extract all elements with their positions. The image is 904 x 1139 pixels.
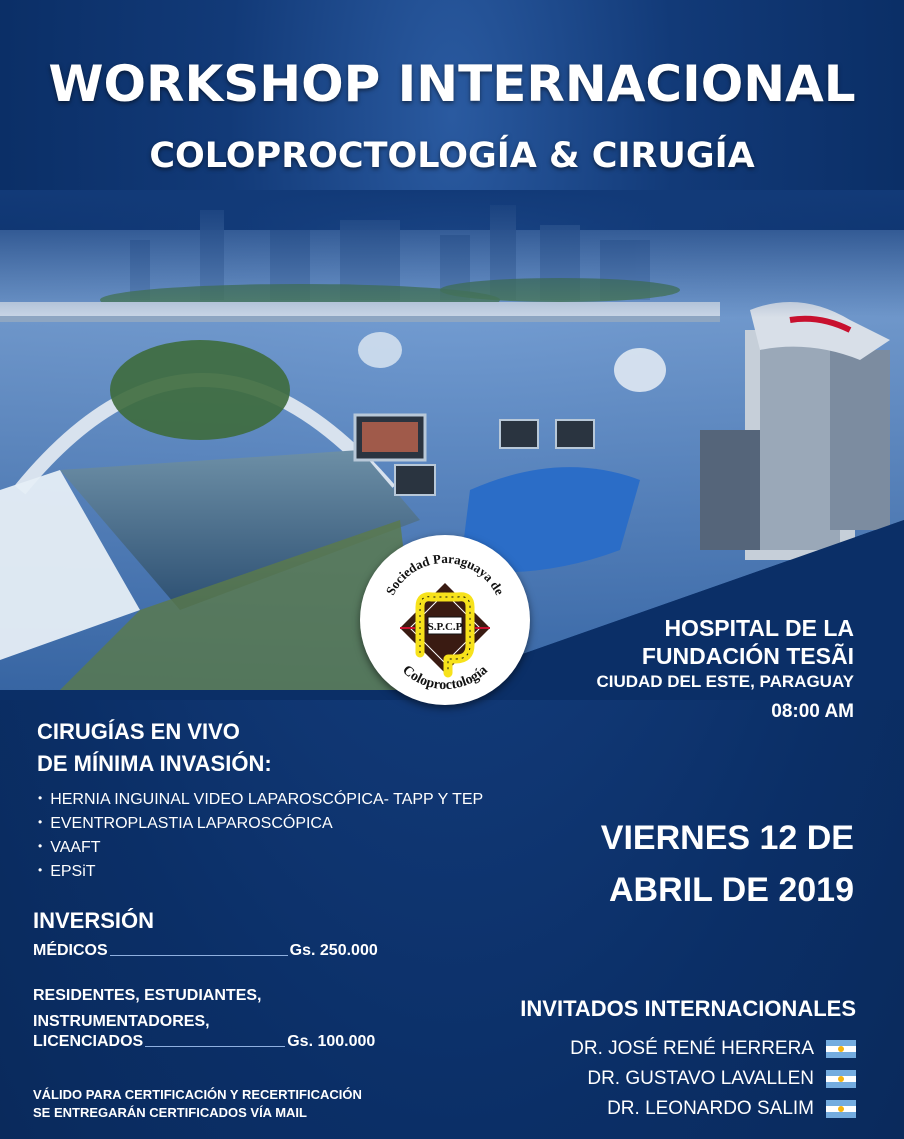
guest-item bbox=[607, 1098, 856, 1120]
page-title: WORKSHOP INTERNACIONAL bbox=[48, 55, 856, 113]
price-value-medicos: Gs. 250.000 bbox=[289, 942, 378, 959]
price-leader bbox=[110, 954, 288, 956]
price-label-medicos: MÉDICOS bbox=[33, 942, 108, 959]
surgeries-list bbox=[38, 788, 483, 884]
price-row-medicos bbox=[33, 942, 378, 960]
list-item: • HERNIA INGUINAL VIDEO LAPAROSCÓPICA- TAPP Y TEP bbox=[38, 788, 483, 812]
guest-item bbox=[587, 1068, 856, 1090]
date-line1: VIERNES 12 DE bbox=[600, 819, 854, 857]
list-item: • VAAFT bbox=[38, 836, 483, 860]
venue-line2: FUNDACIÓN TESÃI bbox=[641, 642, 854, 669]
price-value-residents: Gs. 100.000 bbox=[287, 1033, 376, 1050]
venue-time: 08:00 AM bbox=[771, 700, 854, 722]
guest-name: DR. LEONARDO SALIM bbox=[607, 1098, 814, 1119]
logo-center-text: S.P.C.P bbox=[427, 621, 463, 633]
guests-title: INVITADOS INTERNACIONALES bbox=[520, 996, 856, 1021]
list-item: • EVENTROPLASTIA LAPAROSCÓPICA bbox=[38, 812, 483, 836]
investment-title: INVERSIÓN bbox=[33, 908, 155, 933]
surgeries-title-line2: DE MÍNIMA INVASIÓN: bbox=[37, 750, 272, 776]
guest-item bbox=[570, 1038, 856, 1060]
residents-label bbox=[33, 983, 261, 1035]
price-row-residents bbox=[33, 1033, 375, 1051]
spcp-seal-icon bbox=[360, 535, 530, 705]
guest-name: DR. GUSTAVO LAVALLEN bbox=[587, 1068, 814, 1089]
surgeries-title bbox=[37, 716, 272, 780]
certification-note bbox=[33, 1086, 362, 1122]
certification-line2: SE ENTREGARÁN CERTIFICADOS VÍA MAIL bbox=[33, 1105, 307, 1120]
logo-top-text: Sociedad Paraguaya de bbox=[382, 550, 508, 598]
argentina-flag-icon bbox=[826, 1040, 856, 1058]
page-subtitle: COLOPROCTOLOGÍA & CIRUGÍA bbox=[149, 136, 755, 176]
certification-line1: VÁLIDO PARA CERTIFICACIÓN Y RECERTIFICACIÓN bbox=[33, 1087, 362, 1102]
venue-info bbox=[596, 615, 854, 723]
surgeries-title-line1: CIRUGÍAS EN VIVO bbox=[37, 719, 240, 744]
residents-line3: LICENCIADOS bbox=[33, 1033, 144, 1050]
logo-bottom-text: Coloproctología bbox=[399, 662, 491, 694]
residents-line2: INSTRUMENTADORES, bbox=[33, 1013, 210, 1030]
argentina-flag-icon bbox=[826, 1100, 856, 1118]
spcp-logo bbox=[360, 535, 530, 705]
venue-city: CIUDAD DEL ESTE, PARAGUAY bbox=[596, 672, 854, 692]
list-item: • EPSiT bbox=[38, 860, 483, 884]
event-date bbox=[601, 812, 854, 916]
argentina-flag-icon bbox=[826, 1070, 856, 1088]
date-line2: ABRIL DE 2019 bbox=[608, 871, 854, 909]
price-leader bbox=[145, 1045, 285, 1047]
venue-line1: HOSPITAL DE LA bbox=[664, 615, 854, 641]
guest-name: DR. JOSÉ RENÉ HERRERA bbox=[570, 1038, 814, 1059]
residents-line1: RESIDENTES, ESTUDIANTES, bbox=[33, 987, 262, 1004]
